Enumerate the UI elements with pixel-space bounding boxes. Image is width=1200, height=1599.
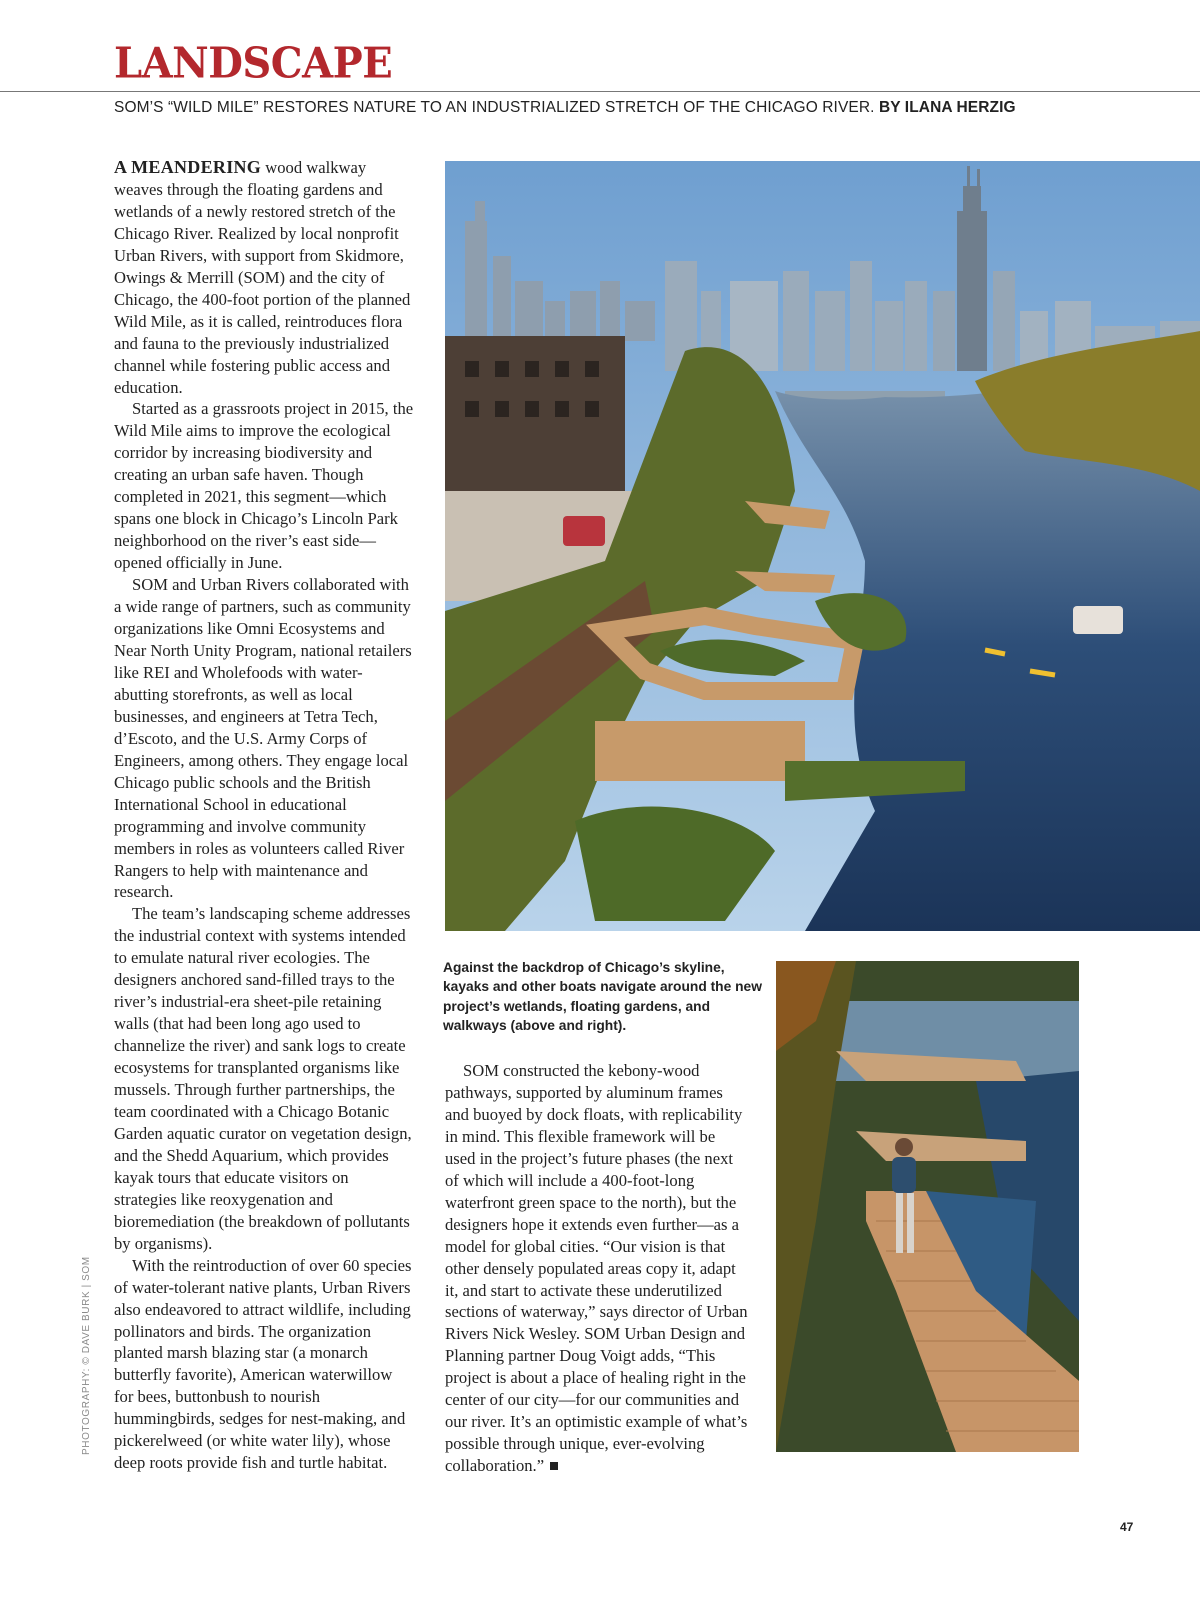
paragraph-text: wood walkway weaves through the floating gardens and wetlands of a newly restored stretch of the Chicago River. Realized by local nonprofit Urban Rivers, with support from Skidmore, Owings & Merrill (SOM) and the city of Chicago, the 400-foot portion of the planned Wild Mile, as it is called, reintroduces flora and fauna to the previously industrialized channel while fostering public access and education. xyxy=(114,158,411,397)
paragraph-text: SOM constructed the kebony-wood pathways, supported by aluminum frames and buoyed by dock floats, with replicability in mind. This flexible framework will be used in the project’s future phases (the next of which will include a 400-foot-long waterfront green space to the north), but the designers hope it extends even further—as a model for global cities. “Our vision is that other densely populated areas copy it, adapt it, and start to activate these underutilized sections of waterway,” says director of Urban Rivers Nick Wesley. SOM Urban Design and Planning partner Doug Voigt adds, “This project is about a place of healing right in the center of our city—for our communities and our river. It’s an optimistic example of what’s possible through unique, ever-evolving collaboration.” xyxy=(445,1061,748,1476)
main-photo-river-skyline xyxy=(445,161,1200,931)
article-paragraph: Started as a grassroots project in 2015, the Wild Mile aims to improve the ecological corridor by increasing biodiversity and creating an urban safe haven. Though completed in 2021, this segment—which spans one block in Chicago’s Lincoln Park neighborhood on the river’s east side—opened officially in June. xyxy=(114,399,414,573)
header-rule xyxy=(0,91,1200,92)
article-paragraph: SOM and Urban Rivers collaborated with a wide range of partners, such as community organizations like Omni Ecosystems and Near North Unity Program, national retailers like REI and Wholefoods with water-abutting storefronts, as well as local businesses, and engineers at Tetra Tech, d’Escoto, and the U.S. Army Corps of Engineers, among others. They engage local Chicago public schools and the British International School in educational programming and involve community members in roles as volunteers called River Rangers to help with maintenance and research. xyxy=(114,575,412,902)
photo-caption: Against the backdrop of Chicago’s skyline, kayaks and other boats navigate around the new project’s wetlands, floating gardens, and walkways (above and right). xyxy=(443,960,762,1033)
article-body-right-column xyxy=(445,1060,749,1477)
photo-credit: PHOTOGRAPHY: © DAVE BURK | SOM xyxy=(81,1256,92,1455)
article-paragraph: With the reintroduction of over 60 species of water-tolerant native plants, Urban Rivers also endeavored to attract wildlife, including pollinators and birds. The organization planted marsh blazing star (a monarch butterfly favorite), American waterwillow for bees, buttonbush to nourish hummingbirds, sedges for nest-making, and pickerelweed (or white water lily), whose deep roots provide fish and turtle habitat. xyxy=(114,1255,412,1473)
inset-photo-walkway xyxy=(776,961,1079,1452)
article-paragraph xyxy=(445,1060,749,1477)
walkway-illustration xyxy=(776,961,1079,1452)
article-paragraph: The team’s landscaping scheme addresses the industrial context with systems intended to emulate natural river ecologies. The designers anchored sand-filled trays to the river’s industrial-era sheet-pile retaining walls (that had been long ago used to channelize the river) and sank logs to create ecosystems for transplanted organisms like mussels. Through further partnerships, the team coordinated with a Chicago Botanic Garden aquatic curator on vegetation design, and the Shedd Aquarium, which provides kayak tours that educate visitors on strategies like reoxygenation and bioremediation (the breakdown of pollutants by organisms). xyxy=(114,904,412,1253)
end-of-article-mark xyxy=(550,1462,558,1470)
river-skyline-illustration xyxy=(445,161,1200,931)
lead-in: A MEANDERING xyxy=(114,157,262,177)
article-deck xyxy=(114,99,1174,117)
section-title: LANDSCAPE xyxy=(114,38,393,89)
article-body-left-column xyxy=(114,157,414,1474)
article-paragraph xyxy=(114,157,414,398)
deck-text: SOM’S “WILD MILE” RESTORES NATURE TO AN INDUSTRIALIZED STRETCH OF THE CHICAGO RIVER. xyxy=(114,99,875,116)
page-number: 47 xyxy=(1120,1520,1134,1534)
byline: BY ILANA HERZIG xyxy=(878,99,1016,116)
